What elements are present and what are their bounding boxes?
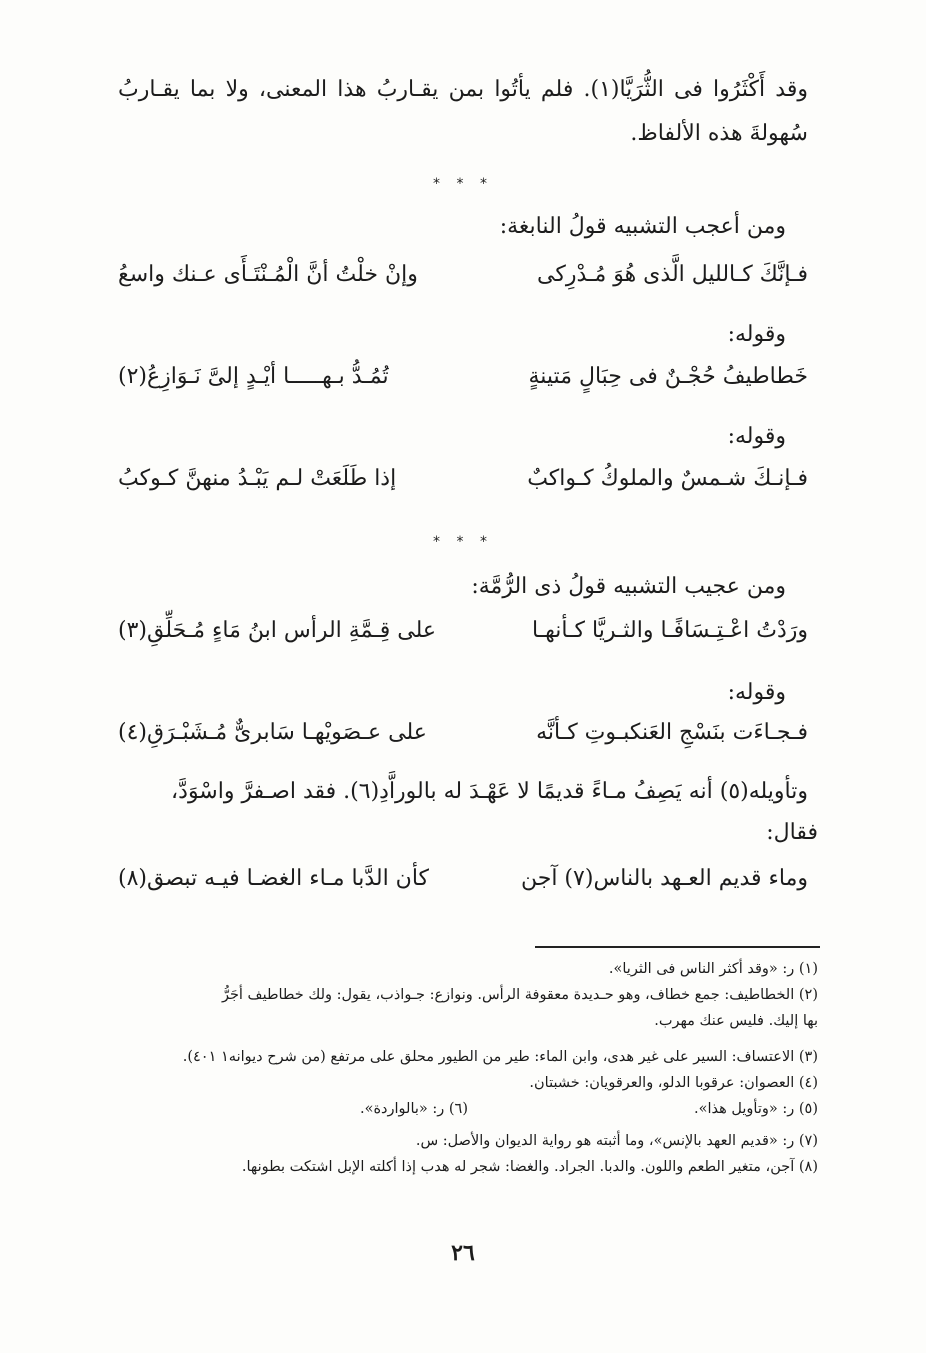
dhu-rumma-heading: ومن عجيب التشبيه قولُ ذى الرُّمَّة:	[471, 574, 786, 599]
tawil-paragraph: وتأويله(٥) أنه يَصِفُ مـاءً قديمًا لا عَهْـدَ له بالوراَّدِ(٦). فقد اصـفرَّ واسْوَدَّ،	[171, 779, 808, 804]
verse-line	[118, 364, 808, 404]
verse-line	[118, 618, 808, 658]
intro-paragraph: وقد أَكْثَرُوا فى الثُّرَيَّا(١). فلم يأتُوا بمن يقـاربُ هذا المعنى، ولا بما يقـاربُ سُهولةَ هذه الألفاظ.	[118, 77, 808, 146]
footnote-7: (٧) ر: «قديم العهد بالإنس»، وما أثبته هو رواية الديوان والأصل: س.	[415, 1133, 818, 1149]
footnote-1: (١) ر: «وقد أكثر الناس فى الثريا».	[608, 961, 818, 977]
footnote-5: (٥) ر: «وتأويل هذا».	[694, 1101, 818, 1117]
footnote-8: (٨) آجن، متغير الطعم واللون. والدبا. الجراد. والغضا: شجر له هدب إذا أكلته الإبل اشتكت بطونها.	[241, 1159, 818, 1175]
footnote-6: (٦) ر: «بالواردة».	[359, 1101, 468, 1117]
footnote-2: (٢) الخطاطيف: جمع خطاف، وهو حـديدة معقوفة الرأس. ونوازع: جـواذب، يقول: ولك خطاطيف أجَرُّ	[221, 987, 818, 1003]
verse-second-hemistich: وإنْ خلْتُ أنَّ الْمُـنْتَـأَى عـنك واسعُ	[118, 262, 418, 287]
qawluh-label: وقوله:	[727, 424, 786, 449]
nabigha-heading: ومن أعجب التشبيه قولُ النابغة:	[499, 214, 786, 239]
verse-line	[118, 466, 808, 506]
verse-first-hemistich: فـإنـكَ شـمسٌ والملوكُ كـواكبٌ	[527, 466, 808, 491]
verse-second-hemistich: على عـصَويْهـا سَابرىٌّ مُـشَبْـرَقِ(٤)	[118, 720, 427, 745]
footnote-2-continued: بها إليك. فليس عنك مهرب.	[654, 1013, 818, 1029]
verse-line	[118, 720, 808, 760]
faqal-label: فقال:	[766, 820, 818, 845]
verse-second-hemistich: كأن الدَّبا مـاء الغضـا فيـه تبصق(٨)	[118, 866, 430, 891]
page-number: ٢٦	[451, 1240, 475, 1266]
section-separator: * * *	[433, 534, 493, 550]
qawluh-label: وقوله:	[727, 322, 786, 347]
footnote-divider	[535, 946, 820, 948]
footnote-3: (٣) الاعتساف: السير على غير هدى، وابن الماء: طير من الطيور محلق على مرتفع (من شرح ديوانه١ ٤٠١).	[182, 1049, 818, 1065]
verse-line	[118, 866, 808, 906]
section-separator: * * *	[433, 176, 493, 192]
verse-second-hemistich: على قِـمَّةِ الرأس ابنُ مَاءٍ مُـحَلِّقِ(٣)	[118, 618, 436, 643]
verse-first-hemistich: خَطاطيفُ حُجْـنٌ فى حِبَالٍ مَتينةٍ	[528, 364, 808, 389]
verse-second-hemistich: إذا طَلَعَتْ لـم يَبْـدُ منهنَّ كـوكبُ	[118, 466, 397, 491]
footnotes-5-6-row	[106, 1098, 818, 1120]
verse-line	[118, 262, 808, 302]
verse-first-hemistich: فـجـاءَت بنَسْجِ العَنكبـوتِ كـأنَّه	[536, 720, 808, 745]
verse-first-hemistich: ورَدْتُ اعْـتِـسَافًـا والثـريَّا كـأنهـا	[531, 618, 808, 643]
verse-first-hemistich: وماء قديم العـهد بالناس(٧) آجن	[520, 866, 808, 891]
qawluh-label: وقوله:	[727, 680, 786, 705]
footnote-4: (٤) العصوان: عرقوبا الدلو، والعرقويان: خشبتان.	[529, 1075, 818, 1091]
verse-second-hemistich: تُمُـدُّ بـهـــــا أيْـدٍ إلىَّ نَـوَازِعُ(٢)	[118, 364, 389, 389]
verse-first-hemistich: فـإنَّكَ كـالليل الَّذى هُوَ مُـدْرِكى	[537, 262, 808, 287]
